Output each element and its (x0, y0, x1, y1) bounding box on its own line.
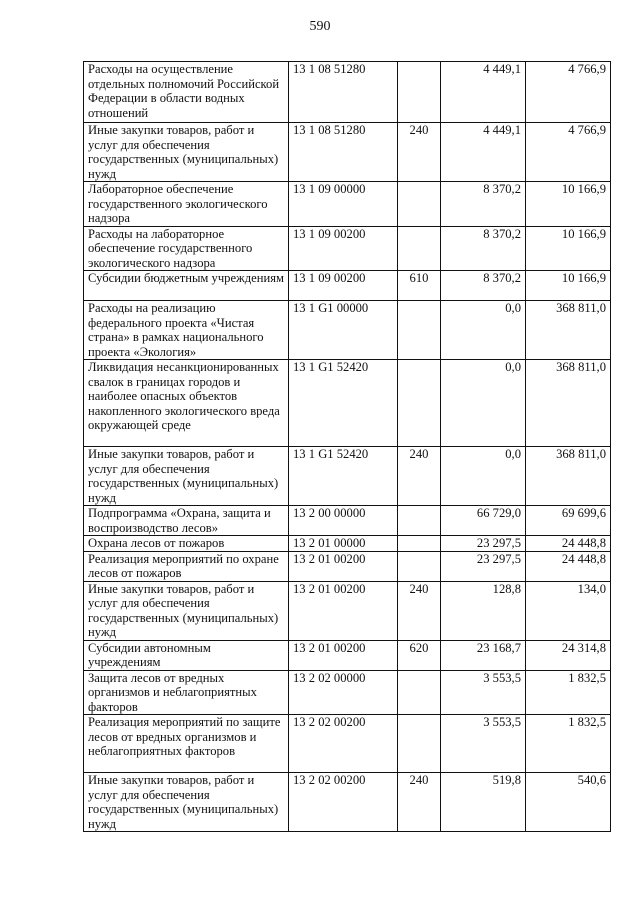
table-row (84, 581, 611, 640)
item-name-cell: Иные закупки товаров, работ и услуг для обеспечения государственных (муниципальных) нужд (84, 773, 289, 832)
amount-2021-cell: 3 553,5 (441, 715, 526, 773)
item-name-cell: Ликвидация несанкционированных свалок в границах городов и наиболее опасных объектов накопленного экологического вреда окружающей среде (84, 360, 289, 447)
amount-2022-cell: 1 832,5 (526, 715, 611, 773)
item-name-cell: Реализация мероприятий по охране лесов от пожаров (84, 551, 289, 581)
table-row (84, 536, 611, 552)
item-name-cell: Субсидии бюджетным учреждениям (84, 271, 289, 301)
target-code-cell: 13 1 09 00200 (289, 271, 398, 301)
amount-2022-cell: 24 448,8 (526, 551, 611, 581)
item-name-cell: Расходы на реализацию федерального проекта «Чистая страна» в рамках национального проекта «Экология» (84, 301, 289, 360)
item-name-cell: Иные закупки товаров, работ и услуг для обеспечения государственных (муниципальных) нужд (84, 447, 289, 506)
amount-2021-cell: 8 370,2 (441, 271, 526, 301)
item-name-cell: Подпрограмма «Охрана, защита и воспроизводство лесов» (84, 506, 289, 536)
expense-type-cell (398, 670, 441, 715)
target-code-cell: 13 1 G1 00000 (289, 301, 398, 360)
target-code-cell: 13 2 01 00200 (289, 551, 398, 581)
amount-2022-cell: 368 811,0 (526, 447, 611, 506)
amount-2022-cell: 10 166,9 (526, 226, 611, 271)
table-row (84, 123, 611, 182)
amount-2021-cell: 23 297,5 (441, 551, 526, 581)
table-row (84, 271, 611, 301)
expense-type-cell (398, 506, 441, 536)
amount-2022-cell: 24 314,8 (526, 640, 611, 670)
target-code-cell: 13 2 01 00000 (289, 536, 398, 552)
amount-2022-cell: 24 448,8 (526, 536, 611, 552)
amount-2021-cell: 128,8 (441, 581, 526, 640)
expense-type-cell (398, 301, 441, 360)
amount-2022-cell: 4 766,9 (526, 62, 611, 123)
amount-2022-cell: 4 766,9 (526, 123, 611, 182)
amount-2022-cell: 368 811,0 (526, 301, 611, 360)
amount-2021-cell: 0,0 (441, 447, 526, 506)
amount-2022-cell: 69 699,6 (526, 506, 611, 536)
table-row (84, 715, 611, 773)
amount-2021-cell: 4 449,1 (441, 123, 526, 182)
target-code-cell: 13 2 01 00200 (289, 640, 398, 670)
target-code-cell: 13 2 02 00200 (289, 715, 398, 773)
budget-table (83, 61, 611, 832)
amount-2022-cell: 540,6 (526, 773, 611, 832)
page-number: 590 (309, 19, 331, 34)
expense-type-cell (398, 226, 441, 271)
amount-2021-cell: 4 449,1 (441, 62, 526, 123)
expense-type-cell: 620 (398, 640, 441, 670)
table-row (84, 506, 611, 536)
amount-2021-cell: 519,8 (441, 773, 526, 832)
target-code-cell: 13 2 02 00000 (289, 670, 398, 715)
table-body (84, 62, 611, 832)
table-row (84, 551, 611, 581)
target-code-cell: 13 1 09 00200 (289, 226, 398, 271)
amount-2021-cell: 8 370,2 (441, 182, 526, 227)
expense-type-cell (398, 62, 441, 123)
table-row (84, 62, 611, 123)
expense-type-cell (398, 536, 441, 552)
table-row (84, 640, 611, 670)
target-code-cell: 13 1 08 51280 (289, 62, 398, 123)
amount-2022-cell: 10 166,9 (526, 182, 611, 227)
expense-type-cell (398, 182, 441, 227)
amount-2022-cell: 1 832,5 (526, 670, 611, 715)
item-name-cell: Расходы на лабораторное обеспечение государственного экологического надзора (84, 226, 289, 271)
expense-type-cell: 240 (398, 123, 441, 182)
amount-2021-cell: 0,0 (441, 301, 526, 360)
amount-2022-cell: 134,0 (526, 581, 611, 640)
target-code-cell: 13 2 01 00200 (289, 581, 398, 640)
expense-type-cell (398, 551, 441, 581)
item-name-cell: Реализация мероприятий по защите лесов от вредных организмов и неблагоприятных факторов (84, 715, 289, 773)
table-row (84, 301, 611, 360)
item-name-cell: Иные закупки товаров, работ и услуг для обеспечения государственных (муниципальных) нужд (84, 123, 289, 182)
expense-type-cell: 240 (398, 773, 441, 832)
item-name-cell: Защита лесов от вредных организмов и неблагоприятных факторов (84, 670, 289, 715)
amount-2021-cell: 0,0 (441, 360, 526, 447)
expense-type-cell: 240 (398, 447, 441, 506)
amount-2021-cell: 3 553,5 (441, 670, 526, 715)
target-code-cell: 13 1 G1 52420 (289, 447, 398, 506)
amount-2021-cell: 66 729,0 (441, 506, 526, 536)
expense-type-cell (398, 360, 441, 447)
target-code-cell: 13 2 00 00000 (289, 506, 398, 536)
table-row (84, 226, 611, 271)
target-code-cell: 13 1 G1 52420 (289, 360, 398, 447)
item-name-cell: Субсидии автономным учреждениям (84, 640, 289, 670)
table-row (84, 182, 611, 227)
item-name-cell: Лабораторное обеспечение государственного экологического надзора (84, 182, 289, 227)
expense-type-cell: 240 (398, 581, 441, 640)
target-code-cell: 13 1 09 00000 (289, 182, 398, 227)
amount-2021-cell: 23 168,7 (441, 640, 526, 670)
expense-type-cell (398, 715, 441, 773)
target-code-cell: 13 2 02 00200 (289, 773, 398, 832)
item-name-cell: Расходы на осуществление отдельных полномочий Российской Федерации в области водных отношений (84, 62, 289, 123)
item-name-cell: Охрана лесов от пожаров (84, 536, 289, 552)
amount-2021-cell: 23 297,5 (441, 536, 526, 552)
table-row (84, 447, 611, 506)
amount-2021-cell: 8 370,2 (441, 226, 526, 271)
table-row (84, 773, 611, 832)
table-row (84, 670, 611, 715)
amount-2022-cell: 10 166,9 (526, 271, 611, 301)
expense-type-cell: 610 (398, 271, 441, 301)
item-name-cell: Иные закупки товаров, работ и услуг для обеспечения государственных (муниципальных) нужд (84, 581, 289, 640)
amount-2022-cell: 368 811,0 (526, 360, 611, 447)
target-code-cell: 13 1 08 51280 (289, 123, 398, 182)
table-row (84, 360, 611, 447)
